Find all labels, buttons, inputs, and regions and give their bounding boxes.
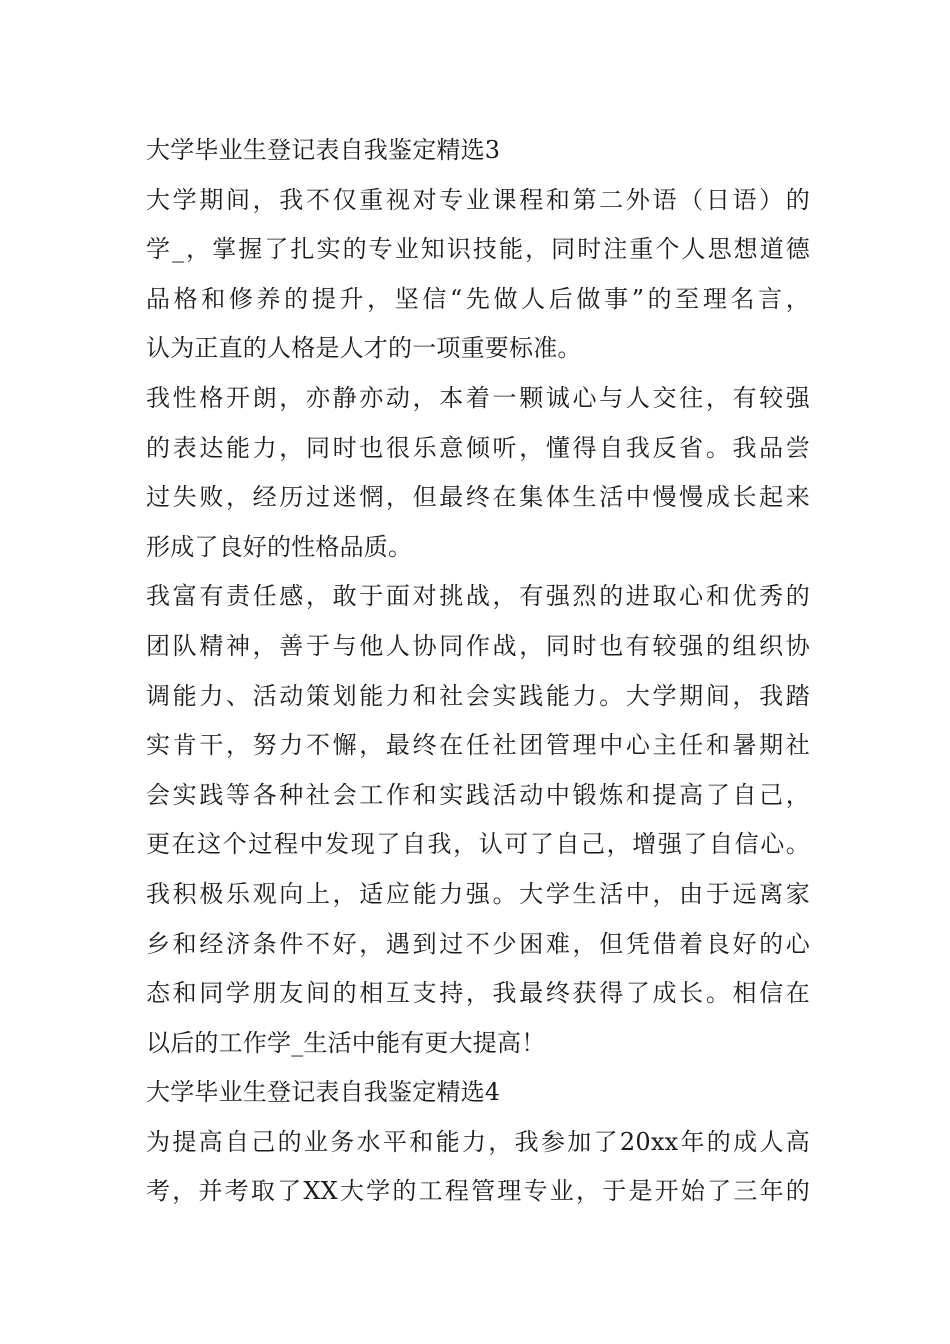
section-heading: 大学毕业生登记表自我鉴定精选4 [146,1078,501,1107]
text-line: 调能力、活动策划能力和社会实践能力。大学期间，我踏 [146,681,810,710]
text-line: 的表达能力，同时也很乐意倾听，懂得自我反省。我品尝 [146,433,810,462]
text-line: 为提高自己的业务水平和能力，我参加了20xx年的成人高 [146,1127,810,1156]
text-line: 我性格开朗，亦静亦动，本着一颗诚心与人交往，有较强 [146,383,810,412]
section-heading: 大学毕业生登记表自我鉴定精选3 [146,136,501,164]
text-line: 更在这个过程中发现了自我，认可了自己，增强了自信心。 [146,830,810,859]
text-line: 过失败，经历过迷惘，但最终在集体生活中慢慢成长起来 [146,483,810,512]
text-line: 实肯干，努力不懈，最终在任社团管理中心主任和暑期社 [146,731,810,760]
text-line: 团队精神，善于与他人协同作战，同时也有较强的组织协 [146,631,810,660]
text-line: 乡和经济条件不好，遇到过不少困难，但凭借着良好的心 [146,929,810,958]
document-body [146,126,810,1217]
text-line: 品格和修养的提升，坚信“先做人后做事”的至理名言， [146,284,810,313]
text-line: 考，并考取了XX大学的工程管理专业，于是开始了三年的 [146,1177,810,1206]
text-line: 会实践等各种社会工作和实践活动中锻炼和提高了自己， [146,780,810,809]
text-line: 大学期间，我不仅重视对专业课程和第二外语（日语）的 [146,185,810,214]
text-line: 以后的工作学_生活中能有更大提高！ [146,1028,546,1057]
text-line: 认为正直的人格是人才的一项重要标准。 [146,334,582,363]
text-line: 学_，掌握了扎实的专业知识技能，同时注重个人思想道德 [146,235,810,264]
text-line: 形成了良好的性格品质。 [146,532,413,561]
text-line: 我积极乐观向上，适应能力强。大学生活中，由于远离家 [146,879,810,908]
text-line: 态和同学朋友间的相互支持，我最终获得了成长。相信在 [146,979,810,1008]
text-line: 我富有责任感，敢于面对挑战，有强烈的进取心和优秀的 [146,582,810,611]
